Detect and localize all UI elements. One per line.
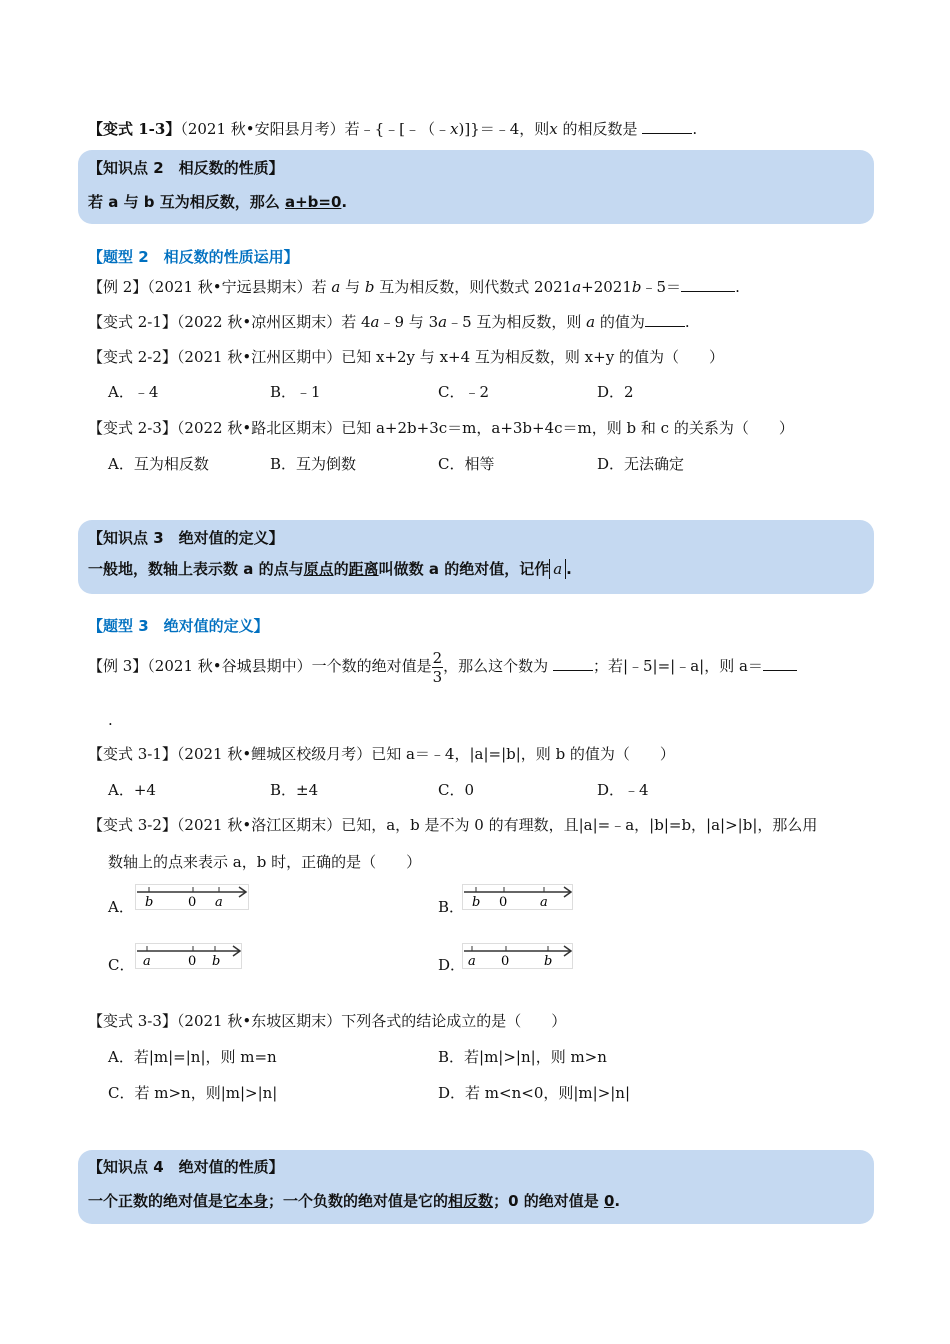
answer-blank[interactable]	[642, 119, 692, 134]
topic-heading-2: 【题型 2 相反数的性质运用】	[88, 248, 299, 266]
option-c[interactable]: C．若 m>n，则|m|>|n|	[108, 1084, 278, 1102]
answer-blank[interactable]	[681, 277, 735, 292]
exercise-3-3: 【变式 3-3】（2021 秋•东坡区期末）下列各式的结论成立的是（ ）	[88, 1012, 567, 1030]
option-b[interactable]: B．﹣1	[270, 383, 321, 401]
knowledge-body: 一般地，数轴上表示数 a 的点与原点的距离叫做数 a 的绝对值，记作 a .	[88, 560, 572, 578]
point-label: b	[544, 954, 553, 969]
option-d[interactable]: D．若 m<n<0，则|m|>|n|	[438, 1084, 631, 1102]
option-a[interactable]: A．﹣4	[108, 383, 159, 401]
point-label: b	[212, 954, 221, 969]
knowledge-body: 若 a 与 b 互为相反数，那么 a+b=0.	[88, 193, 348, 211]
point-label: a	[540, 895, 548, 910]
option-d[interactable]: D．﹣4	[597, 781, 649, 799]
option-d[interactable]: D．无法确定	[597, 455, 685, 473]
option-c[interactable]: C．相等	[438, 455, 495, 473]
answer-blank[interactable]	[553, 656, 593, 671]
exercise-3-1: 【变式 3-1】（2021 秋•鲤城区校级月考）已知 a＝﹣4，|a|=|b|，则 b 的值为（ ）	[88, 745, 675, 763]
point-label: a	[215, 895, 223, 910]
number-line-c	[135, 943, 243, 969]
example-3: 【例 3】（2021 秋•谷城县期中）一个数的绝对值是 $\frac{2}{3}$ ，那么这个数为 ；若|﹣5|=|﹣a|，则 a＝	[88, 648, 797, 686]
point-label: b	[145, 895, 154, 910]
example-2: 【例 2】（2021 秋•宁远县期末）若 a 与 b 互为相反数，则代数式 2021a+2021b﹣5＝ .	[88, 278, 740, 296]
option-d[interactable]: D．2	[597, 383, 634, 401]
option-b[interactable]: B．互为倒数	[270, 455, 357, 473]
origin-label: 0	[188, 895, 197, 910]
answer-blank[interactable]	[763, 656, 797, 671]
number-line-d	[462, 943, 574, 969]
exercise-2-2: 【变式 2-2】（2021 秋•江州区期中）已知 x+2y 与 x+4 互为相反数，则 x+y 的值为（ ）	[88, 348, 724, 366]
origin-label: 0	[501, 954, 510, 969]
knowledge-title: 【知识点 2 相反数的性质】	[88, 159, 284, 177]
knowledge-title: 【知识点 4 绝对值的性质】	[88, 1158, 284, 1176]
fraction: $\frac{2}{3}$	[432, 648, 443, 686]
option-a[interactable]: A．互为相反数	[108, 455, 209, 473]
exercise-1-3: 【变式 1-3】（2021 秋•安阳县月考）若﹣{﹣[﹣（﹣x)]}＝﹣4，则x 的相反数是 .	[88, 120, 698, 138]
option-b[interactable]: B．	[438, 898, 465, 916]
abs-notation: a	[549, 559, 566, 579]
exercise-3-2: 【变式 3-2】（2021 秋•洛江区期末）已知，a，b 是不为 0 的有理数，且|a|=﹣a，|b|=b，|a|>|b|，那么用	[88, 816, 818, 834]
knowledge-box-4	[78, 1150, 874, 1224]
option-b[interactable]: B．±4	[270, 781, 319, 799]
topic-heading-3: 【题型 3 绝对值的定义】	[88, 617, 269, 635]
option-c[interactable]: C．﹣2	[438, 383, 490, 401]
knowledge-box-3	[78, 520, 874, 594]
exercise-2-1: 【变式 2-1】（2022 秋•凉州区期末）若 4a﹣9 与 3a﹣5 互为相反数，则 a 的值为 .	[88, 313, 690, 331]
option-b[interactable]: B．若|m|>|n|，则 m>n	[438, 1048, 607, 1066]
option-c[interactable]: C．0	[438, 781, 475, 799]
point-label: a	[468, 954, 476, 969]
option-c[interactable]: C．	[108, 956, 135, 974]
knowledge-title: 【知识点 3 绝对值的定义】	[88, 529, 284, 547]
point-label: a	[143, 954, 151, 969]
knowledge-box-2	[78, 150, 874, 224]
number-line-a	[135, 884, 250, 910]
point-label: b	[472, 895, 481, 910]
origin-label: 0	[188, 954, 197, 969]
number-line-b	[462, 884, 574, 910]
knowledge-body: 一个正数的绝对值是它本身；一个负数的绝对值是它的相反数；0 的绝对值是 0.	[88, 1192, 621, 1210]
option-d[interactable]: D．	[438, 956, 466, 974]
option-a[interactable]: A．	[108, 898, 134, 916]
origin-label: 0	[499, 895, 508, 910]
exercise-2-3: 【变式 2-3】（2022 秋•路北区期末）已知 a+2b+3c＝m，a+3b+4c＝m，则 b 和 c 的关系为（ ）	[88, 419, 794, 437]
option-a[interactable]: A．若|m|=|n|，则 m=n	[108, 1048, 277, 1066]
answer-blank[interactable]	[645, 312, 685, 327]
option-a[interactable]: A．+4	[108, 781, 156, 799]
